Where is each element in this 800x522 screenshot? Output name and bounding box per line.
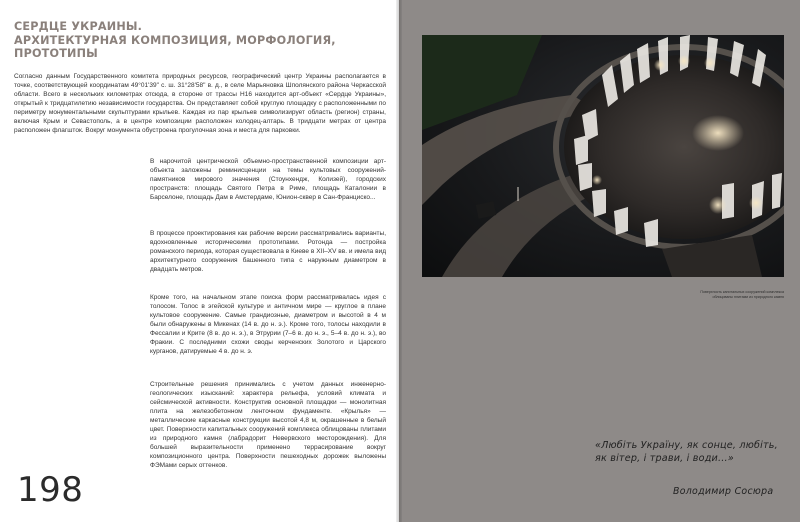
body-paragraph: В процессе проектирования как рабочие версии рассматривались варианты, вдохновленные историческими прототипами. Ротонда — постройка романского периода, которая существовала в Киеве в XII–XV вв. и имела вид архитектурного сооружения башенного типа с наружным диаметром в двадцать метров. (150, 230, 386, 273)
title-line: ПРОТОТИПЫ (14, 47, 98, 60)
aerial-night-photo (422, 35, 784, 277)
body-paragraph: Строительные решения принимались с учетом данных инженерно-геологических изысканий: характера рельефа, условий климата и сейсмической активности. Конструктив основной площадки — монолитная плита на железобетонном ленточном фундаменте. «Крылья» — металлические каркасные конструкции высотой 4,8 м, окрашенные в белый цвет. Поверхности капитальных сооружений комплекса облицованы плитами из природного камня (лабрадорит Невервского месторождения). Для большей выразительности применено террасирование вокруг композиционного центра. Поверхности пешеходных дорожек выложены ФЭМами серых оттенков. (150, 381, 386, 469)
body-paragraph: Кроме того, на начальном этапе поиска форм рассматривалась идея с толосом. Толос в эгейской культуре и античном мире — круглое в плане культовое сооружение. Самые грандиозные, диаметром и высотой в 4 м были обнаружены в Микенах (14 в. до н. э.). Кроме того, толосы находили в Фессалии и Крите (8 в. до н. э.), в Этрурии (7–6 в. до н. э., 5–4 в. до н. э.), во Фракии. С последними схожи своды керченских Золотого и Царского курганов, датируемые 4 в. до н. э. (150, 294, 386, 355)
title-line: СЕРДЦЕ УКРАИНЫ. (14, 20, 143, 33)
monument-illustration (422, 35, 784, 277)
quote-line: «Любіть Україну, як сонце, любіть, (595, 440, 778, 451)
epigraph-quote (595, 440, 795, 465)
title-line: АРХИТЕКТУРНАЯ КОМПОЗИЦИЯ, МОРФОЛОГИЯ, (14, 33, 336, 47)
intro-paragraph: Согласно данным Государственного комитета природных ресурсов, географический центр Украины располагается в точке, соответствующей координатам 49°01'39" с. ш. 31°28'58" в. д., в селе Марьяновка Шполянского района Черкасской области. Всего в нескольких километрах отсюда, в стороне от трассы Н16 находится арт-объект «Сердце Украины», открытый к тридцатилетию независимости государства. Он представляет собой круглую площадку с расположенными по периметру монументальными скульптурами крыльев. Каждая из пар крыльев символизирует область (регион) страны, включая Крым и Севастополь, а в центре композиции расположен колодец-алтарь. В тридцати метрах от центра расположен флагшток. Вокруг монумента обустроена прогулочная зона и места для парковки. (14, 73, 386, 134)
quote-author: Володимир Сосюра (673, 486, 774, 497)
book-spine (396, 0, 402, 522)
body-paragraph: В нарочитой центрической объемно-пространственной композиции арт-объекта заложены реминисценции на темы культовых сооружений-памятников мирового значения (Стоунхендж, Колизей), городских пространств: площадь Святого Петра в Риме, площадь Каталонии в Барселоне, площадь Дам в Амстердаме, Юнион-сквер в Сан-Франциско... (150, 158, 386, 201)
quote-line: як вітер, і трави, і води...» (595, 452, 734, 464)
page-number: 198 (17, 470, 84, 510)
section-title (14, 20, 374, 61)
photo-caption: Поверхность капитальных сооружений комплекса облицованы плитами из природного камня (700, 290, 784, 299)
